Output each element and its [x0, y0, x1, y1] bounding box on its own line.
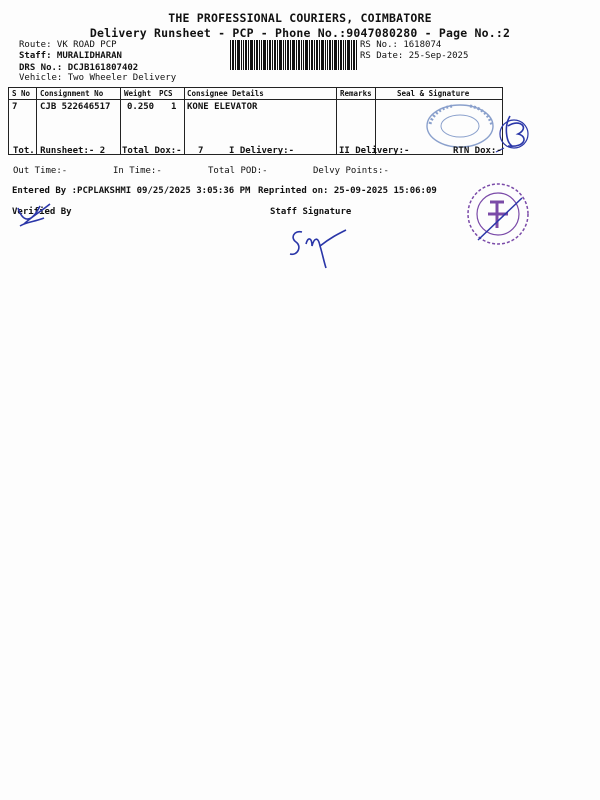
entered-by: Entered By :PCPLAKSHMI 09/25/2025 3:05:36 PM	[12, 186, 251, 196]
purple-round-stamp	[464, 180, 532, 248]
header-pcs: PCS	[159, 89, 173, 98]
ii-delivery: II Delivery:-	[339, 146, 410, 156]
company-title: THE PROFESSIONAL COURIERS, COIMBATORE	[168, 11, 432, 25]
reprinted-on: Reprinted on: 25-09-2025 15:06:09	[258, 186, 437, 196]
total-dox-value: 7	[198, 146, 204, 156]
rs-number: RS No.: 1618074	[360, 40, 442, 50]
header-weight: Weight	[124, 89, 152, 98]
staff-field: Staff: MURALIDHARAN	[19, 51, 122, 61]
route-field: Route: VK ROAD PCP	[19, 40, 117, 50]
row-consignee: KONE ELEVATOR	[187, 102, 258, 112]
header-consignee: Consignee Details	[187, 89, 264, 98]
row-pcs: 1	[171, 102, 177, 112]
runsheet-subtitle: Delivery Runsheet - PCP - Phone No.:9047080280 - Page No.:2	[89, 26, 511, 40]
barcode	[230, 40, 357, 70]
rs-date: RS Date: 25-Sep-2025	[360, 51, 469, 61]
out-time: Out Time:-	[13, 166, 68, 176]
row-consignment: CJB 522646517	[40, 102, 111, 112]
header-remarks: Remarks	[340, 89, 372, 98]
row-sno: 7	[12, 102, 18, 112]
i-delivery: I Delivery:-	[229, 146, 295, 156]
staff-signature-label: Staff Signature	[270, 207, 352, 217]
verifier-signature	[14, 200, 54, 230]
rtn-dox: RTN Dox:-	[453, 146, 502, 156]
header-sno: S No	[12, 89, 31, 98]
drs-field: DRS No.: DCJB161807402	[19, 63, 139, 73]
in-time: In Time:-	[113, 166, 162, 176]
row-weight: 0.250	[127, 102, 155, 112]
header-seal: Seal & Signature	[397, 89, 470, 98]
delvy-points: Delvy Points:-	[313, 166, 389, 176]
tot-runsheet: Tot. Runsheet:- 2	[13, 146, 106, 156]
total-pod: Total POD:-	[208, 166, 268, 176]
staff-signature	[286, 222, 350, 270]
header-consignment: Consignment No	[40, 89, 104, 98]
company-seal-stamp	[420, 100, 502, 150]
verified-by-label: Verified By	[12, 207, 72, 217]
vehicle-field: Vehicle: Two Wheeler Delivery	[19, 73, 177, 83]
total-dox-label: Total Dox:-	[122, 146, 182, 156]
